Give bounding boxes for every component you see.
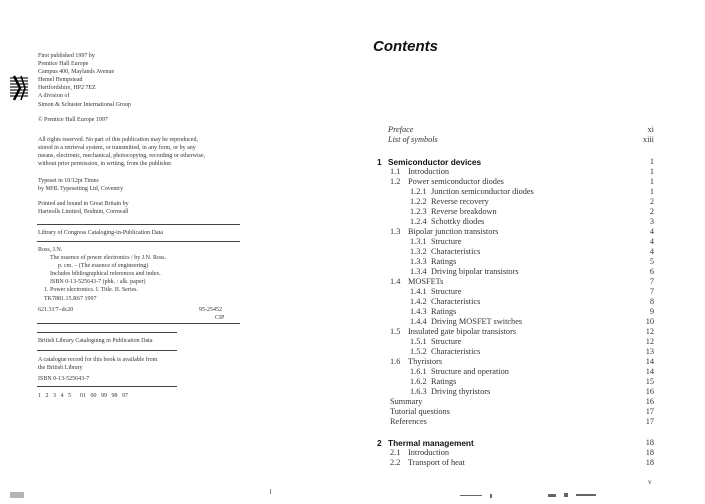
toc-entry-plain — [390, 397, 422, 406]
toc-entry-number: 1.2.3 — [410, 207, 427, 216]
page-numeral: v — [648, 478, 652, 486]
bl-bottom-rule — [37, 386, 177, 387]
toc-entry-number: 1.6.1 — [410, 367, 427, 376]
toc-entry-section — [390, 357, 442, 366]
toc-entry-number: 1.4.2 — [410, 297, 427, 306]
toc-entry-sub — [410, 187, 534, 196]
toc-entry-title: Bipolar junction transistors — [408, 227, 499, 236]
loc-cip: CIP — [215, 315, 225, 321]
toc-entry-number: 1.5.1 — [410, 337, 427, 346]
printed-line: Hartnolls Limited, Bodmin, Cornwall — [38, 209, 129, 216]
toc-entry-number: 1.2.4 — [410, 217, 427, 226]
publisher-line: First published 1997 by — [38, 53, 95, 59]
toc-page-number: 14 — [645, 367, 654, 376]
scan-artifact-icon — [10, 491, 24, 499]
loc-classification: 621.31'7–dc20 — [38, 307, 74, 313]
toc-page-number: 1 — [649, 157, 654, 166]
toc-entry-number: 1.6.2 — [410, 377, 427, 386]
publisher-block — [38, 52, 131, 109]
toc-page-number: 5 — [649, 257, 654, 266]
toc-entry-title: Semiconductor devices — [388, 157, 482, 167]
toc-entry-front — [388, 135, 438, 144]
toc-entry-title: Structure — [431, 337, 462, 346]
bl-heading: British Library Cataloguing in Publication Data — [38, 338, 153, 344]
toc-entry-title: Introduction — [408, 167, 450, 176]
toc-entry-number: 2 — [377, 438, 382, 448]
toc-entry-section — [390, 327, 516, 336]
copyright-notice: © Prentice Hall Europe 1997 — [38, 117, 108, 123]
toc-entry-title: Preface — [388, 125, 414, 134]
typesetter-credit — [38, 177, 123, 193]
toc-entry-title: Driving bipolar transistors — [431, 267, 519, 276]
toc-entry-number: 1 — [377, 157, 382, 167]
loc-record — [38, 246, 166, 303]
bl-top-rule — [37, 332, 177, 333]
toc-entry-sub — [410, 197, 489, 206]
toc-entry-title: Structure — [431, 287, 462, 296]
publisher-logo — [8, 75, 30, 101]
toc-entry-title: Characteristics — [431, 247, 481, 256]
toc-entry-number: 1.1 — [390, 167, 401, 176]
typeset-line: by MHL Typesetting Ltd, Coventry — [38, 186, 124, 193]
toc-page-number: 3 — [649, 217, 654, 226]
loc-line: ISBN 0-13-525643-7 (pbk. : alk. paper) — [50, 279, 146, 286]
toc-entry-title: Junction semiconductor diodes — [431, 187, 534, 196]
toc-entry-title: Tutorial questions — [390, 407, 450, 416]
prentice-hall-logo-icon — [8, 75, 30, 101]
toc-entry-title: Reverse breakdown — [431, 207, 497, 216]
toc-entry-title: Characteristics — [431, 297, 481, 306]
loc-heading-rule — [37, 241, 240, 242]
scan-artifact-icon — [460, 491, 610, 499]
scan-mark-center — [270, 489, 273, 494]
typeset-line: Typeset in 10/12pt Times — [38, 178, 99, 184]
toc-page-number: 12 — [645, 337, 654, 346]
toc-entry-sub — [410, 287, 461, 296]
toc-entry-sub — [410, 347, 480, 356]
printed-line: Printed and bound in Great Britain by — [38, 201, 129, 207]
toc-page-number: 4 — [649, 247, 654, 256]
printing-line: 1 2 3 4 5 01 00 99 98 97 — [38, 393, 128, 399]
toc-page-number: 16 — [645, 397, 654, 406]
rights-line: All rights reserved. No part of this publication may be reproduced, — [38, 137, 198, 143]
toc-entry-number: 1.3 — [390, 227, 401, 236]
toc-page-number: 13 — [645, 347, 654, 356]
toc-page-number: 4 — [649, 227, 654, 236]
toc-entry-sub — [410, 217, 484, 226]
toc-entry-number: 1.3.4 — [410, 267, 427, 276]
scan-mark-right — [460, 486, 610, 494]
toc-entry-sub — [410, 387, 490, 396]
publisher-line: Prentice Hall Europe — [38, 61, 89, 68]
toc-page-number: 9 — [649, 307, 654, 316]
bl-isbn: ISBN 0-13-525643-7 — [38, 376, 90, 382]
toc-entry-title: Summary — [390, 397, 423, 406]
toc-entry-number: 1.3.3 — [410, 257, 427, 266]
toc-entry-title: List of symbols — [388, 135, 438, 144]
toc-entry-number: 1.4.1 — [410, 287, 427, 296]
toc-entry-title: Power semiconductor diodes — [408, 177, 504, 186]
toc-page-number: 2 — [649, 197, 654, 206]
toc-page-number: 14 — [645, 357, 654, 366]
publisher-line: Hemel Hempstead — [38, 77, 83, 84]
toc-page-number: 1 — [649, 187, 654, 196]
toc-page-number: xiii — [642, 135, 654, 144]
loc-line: The essence of power electronics / by J.N. Ross. — [50, 255, 167, 262]
toc-entry-section — [390, 227, 498, 236]
toc-page-number: 1 — [649, 167, 654, 176]
toc-entry-title: Transport of heat — [408, 458, 465, 467]
loc-top-rule — [37, 224, 240, 225]
toc-entry-number: 1.3.1 — [410, 237, 427, 246]
toc-entry-sub — [410, 377, 456, 386]
toc-entry-number: 1.6.3 — [410, 387, 427, 396]
toc-entry-number: 1.5 — [390, 327, 401, 336]
loc-heading: Library of Congress Cataloging-in-Publication Data — [38, 230, 163, 236]
page-title: Contents — [373, 38, 438, 55]
bl-line: the British Library — [38, 365, 83, 372]
toc-page-number: 18 — [645, 458, 654, 467]
publisher-line: A division of — [38, 93, 70, 100]
publisher-line: Hertfordshire, HP2 7EZ — [38, 85, 96, 92]
toc-entry-number: 1.4.3 — [410, 307, 427, 316]
toc-entry-title: Structure and operation — [431, 367, 509, 376]
toc-entry-section — [390, 448, 449, 457]
toc-entry-title: Introduction — [408, 448, 450, 457]
rights-line: without prior permission, in writing, from the publisher. — [38, 161, 173, 168]
toc-entry-number: 1.2.2 — [410, 197, 427, 206]
bl-line: A catalogue record for this book is available from — [38, 357, 158, 363]
loc-line: p. cm. – (The essence of engineering) — [58, 263, 149, 270]
toc-entry-plain — [390, 407, 450, 416]
rights-line: stored in a retrieval system, or transmitted, in any form, or by any — [38, 145, 196, 152]
toc-entry-section — [390, 458, 465, 467]
toc-entry-title: Characteristics — [431, 347, 481, 356]
toc-entry-number: 1.3.2 — [410, 247, 427, 256]
publisher-line: Simon & Schuster International Group — [38, 101, 131, 108]
rights-line: means, electronic, mechanical, photocopying, recording or otherwise, — [38, 153, 206, 160]
loc-line: Includes bibliographical references and index. — [50, 271, 161, 278]
loc-bottom-rule — [37, 323, 240, 324]
toc-page-number: 10 — [645, 317, 654, 326]
toc-entry-sub — [410, 307, 456, 316]
toc-entry-sub — [410, 337, 461, 346]
toc-page-number: 15 — [645, 377, 654, 386]
toc-entry-title: Ratings — [431, 257, 457, 266]
toc-entry-title: Reverse recovery — [431, 197, 489, 206]
scan-mark-left — [10, 486, 24, 494]
toc-entry-title: Thermal management — [388, 438, 474, 448]
toc-entry-plain — [390, 417, 427, 426]
toc-page-number: 8 — [649, 297, 654, 306]
toc-page-number: 16 — [645, 387, 654, 396]
loc-line: 1. Power electronics. I. Title. II. Series. — [44, 287, 138, 294]
toc-page-number: 18 — [645, 448, 654, 457]
loc-control-number: 95-25452 — [199, 307, 222, 313]
toc-page-number: 1 — [649, 177, 654, 186]
toc-entry-sub — [410, 237, 461, 246]
toc-entry-title: References — [390, 417, 427, 426]
toc-entry-sub — [410, 247, 480, 256]
toc-page-number: 18 — [645, 438, 654, 447]
toc-entry-number: 1.5.2 — [410, 347, 427, 356]
toc-entry-number: 2.2 — [390, 458, 401, 467]
toc-entry-chapter — [377, 438, 474, 448]
toc-page-number: 7 — [649, 277, 654, 286]
toc-entry-chapter — [377, 157, 481, 167]
toc-entry-number: 2.1 — [390, 448, 401, 457]
printer-credit — [38, 200, 129, 216]
toc-page-number: 7 — [649, 287, 654, 296]
toc-entry-number: 1.6 — [390, 357, 401, 366]
rights-statement — [38, 136, 205, 168]
publisher-line: Campus 400, Maylands Avenue — [38, 69, 115, 76]
toc-entry-number: 1.4 — [390, 277, 401, 286]
toc-entry-title: MOSFETs — [408, 277, 444, 286]
toc-entry-sub — [410, 367, 509, 376]
loc-line: TK7881.15.R67 1997 — [44, 295, 97, 302]
toc-entry-sub — [410, 317, 522, 326]
bl-heading-rule — [37, 350, 177, 351]
toc-entry-number: 1.2 — [390, 177, 401, 186]
toc-entry-number: 1.2.1 — [410, 187, 427, 196]
toc-page-number: 12 — [645, 327, 654, 336]
toc-entry-front — [388, 125, 414, 134]
toc-entry-title: Ratings — [431, 307, 457, 316]
toc-entry-sub — [410, 207, 497, 216]
loc-line: Ross, J.N. — [38, 247, 63, 253]
toc-entry-title: Schottky diodes — [431, 217, 485, 226]
toc-entry-title: Ratings — [431, 377, 457, 386]
bl-record — [38, 356, 157, 372]
toc-page-number: 17 — [645, 417, 654, 426]
toc-page-number: 2 — [649, 207, 654, 216]
toc-entry-title: Driving MOSFET switches — [431, 317, 523, 326]
toc-entry-number: 1.4.4 — [410, 317, 427, 326]
toc-page-number: 6 — [649, 267, 654, 276]
toc-page-number: xi — [647, 125, 654, 134]
toc-entry-section — [390, 167, 449, 176]
toc-entry-title: Thyristors — [408, 357, 443, 366]
toc-entry-sub — [410, 267, 519, 276]
toc-page-number: 4 — [649, 237, 654, 246]
toc-page-number: 17 — [645, 407, 654, 416]
toc-entry-section — [390, 177, 504, 186]
toc-entry-sub — [410, 257, 456, 266]
toc-entry-title: Structure — [431, 237, 462, 246]
toc-entry-section — [390, 277, 443, 286]
toc-entry-title: Driving thyristors — [431, 387, 491, 396]
toc-entry-sub — [410, 297, 480, 306]
toc-entry-title: Insulated gate bipolar transistors — [408, 327, 517, 336]
